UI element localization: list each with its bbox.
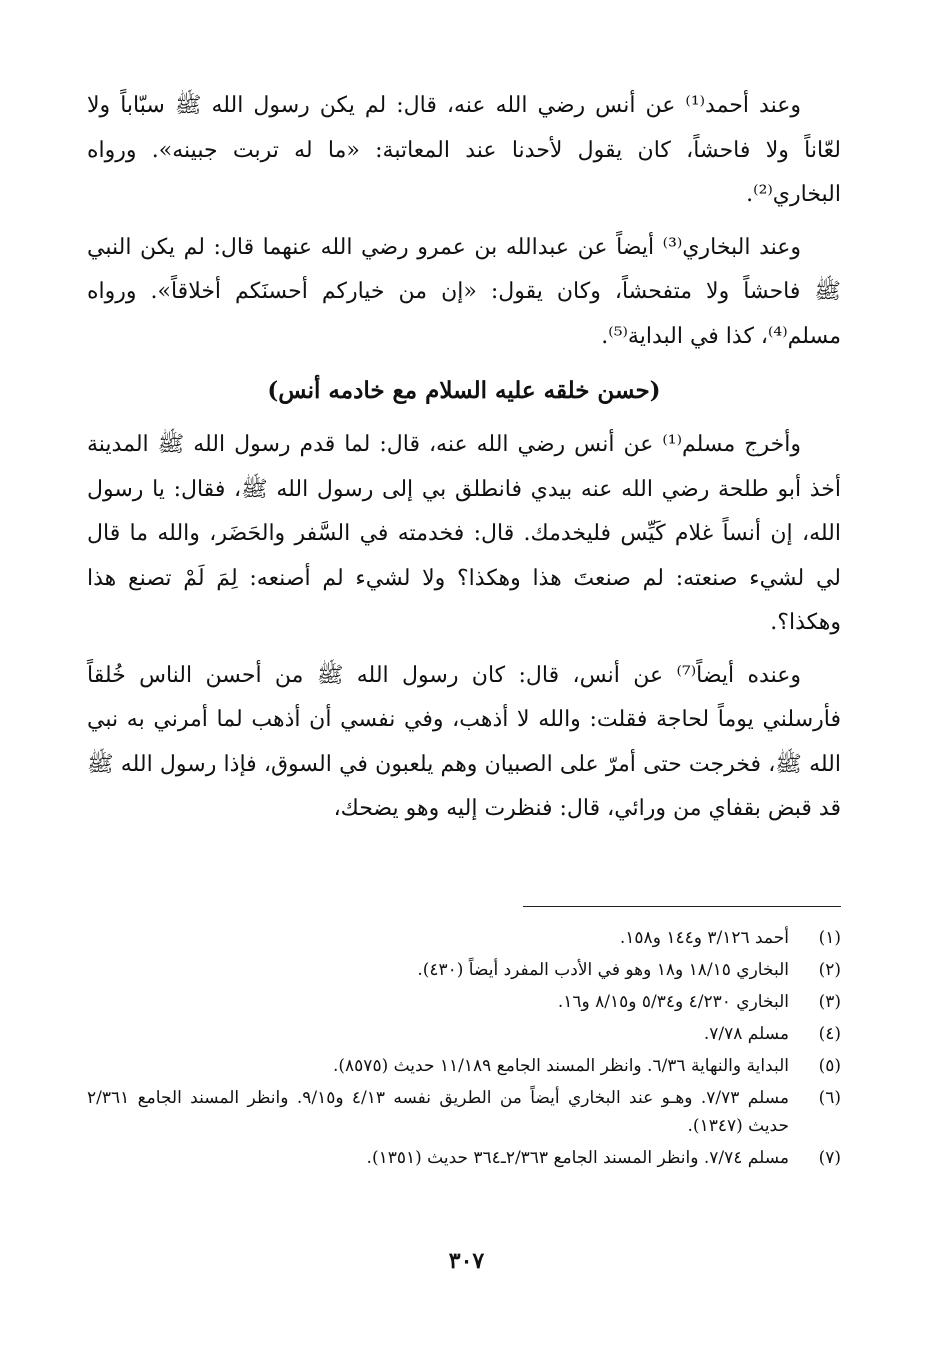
footnote-item — [87, 924, 841, 952]
footnote-item — [87, 1020, 841, 1048]
footnote-divider — [523, 906, 841, 907]
footnote-text: البخاري ٤/٢٣٠ و٥/٣٤ و٨/١٥ و١٦. — [557, 992, 789, 1012]
footnote-item — [87, 956, 841, 984]
footnote-number: (٥) — [818, 1056, 841, 1076]
footnote-item — [87, 988, 841, 1016]
footnote-number: (٧) — [818, 1148, 841, 1168]
footnote-number: (٣) — [818, 992, 841, 1012]
page-number: ٣٠٧ — [448, 1248, 485, 1274]
paragraph-ahmad: وعند أحمد⁽¹⁾ عن أنس رضي الله عنه، قال: لم يكن رسول الله ﷺ سبّاباً ولا لعّاناً ولا فاحشاً، كان يقول لأحدنا عند المعاتبة: «ما له تربت جبينه». ورواه البخاري⁽²⁾. — [87, 93, 841, 207]
section-heading: (حسن خلقه عليه السلام مع خادمه أنس) — [267, 377, 661, 404]
footnote-item — [87, 1052, 841, 1080]
footnote-text: مسلم ٧/٧٣. وهـو عند البخاري أيضاً من الطريق نفسه ٤/١٣ و٩/١٥. وانظر المسند الجامع ٢/٣٦١ حديث (١٣٤٧). — [87, 1088, 789, 1136]
footnote-number: (٢) — [818, 960, 841, 980]
footnote-number: (٦) — [818, 1088, 841, 1108]
main-text — [87, 84, 841, 840]
footnote-text: مسلم ٧/٧٤. وانظر المسند الجامع ٢/٣٦٣ـ٣٦٤ حديث (١٣٥١). — [366, 1148, 789, 1168]
footnote-text: البخاري ١٨/١٥ و١٨ وهو في الأدب المفرد أيضاً (٤٣٠). — [417, 960, 789, 980]
footnote-text: أحمد ٣/١٢٦ و١٤٤ و١٥٨. — [619, 928, 789, 948]
paragraph-muslim: وأخرج مسلم⁽¹⁾ عن أنس رضي الله عنه، قال: لما قدم رسول الله ﷺ المدينة أخذ أبو طلحة رضي الله عنه بيدي فانطلق بي إلى رسول الله ﷺ، فقال: يا رسول الله، إن أنساً غلام كَيِّس فليخدمك. قال: فخدمته في السَّفر والحَضَر، والله ما قال لي لشيء صنعته: لم صنعتَ هذا وهكذا؟ ولا لشيء لم أصنعه: لِمَ لَمْ تصنع هذا وهكذا؟. — [87, 432, 841, 635]
footnote-number: (١) — [818, 928, 841, 948]
footnote-text: البداية والنهاية ٦/٣٦. وانظر المسند الجامع ١١/١٨٩ حديث (٨٥٧٥). — [333, 1056, 789, 1076]
footnote-text: مسلم ٧/٧٨. — [703, 1024, 789, 1044]
footnote-number: (٤) — [818, 1024, 841, 1044]
paragraph-muslim-also: وعنده أيضاً⁽⁷⁾ عن أنس، قال: كان رسول الله ﷺ من أحسن الناس خُلقاً فأرسلني يوماً لحاجة فقلت: والله لا أذهب، وفي نفسي أن أذهب لما أمرني به نبي الله ﷺ، فخرجت حتى أمرّ على الصبيان وهم يلعبون في السوق، فإذا رسول الله ﷺ قد قبض بقفاي من ورائي، قال: فنظرت إليه وهو يضحك، — [87, 662, 841, 821]
footnotes — [87, 924, 841, 1176]
footnote-item — [87, 1084, 841, 1140]
footnote-item — [87, 1144, 841, 1172]
paragraph-bukhari: وعند البخاري⁽³⁾ أيضاً عن عبدالله بن عمرو رضي الله عنهما قال: لم يكن النبي ﷺ فاحشاً ولا متفحشاً، وكان يقول: «إن من خياركم أحسنَكم أخلاقاً». ورواه مسلم⁽⁴⁾، كذا في البداية⁽⁵⁾. — [87, 234, 841, 349]
